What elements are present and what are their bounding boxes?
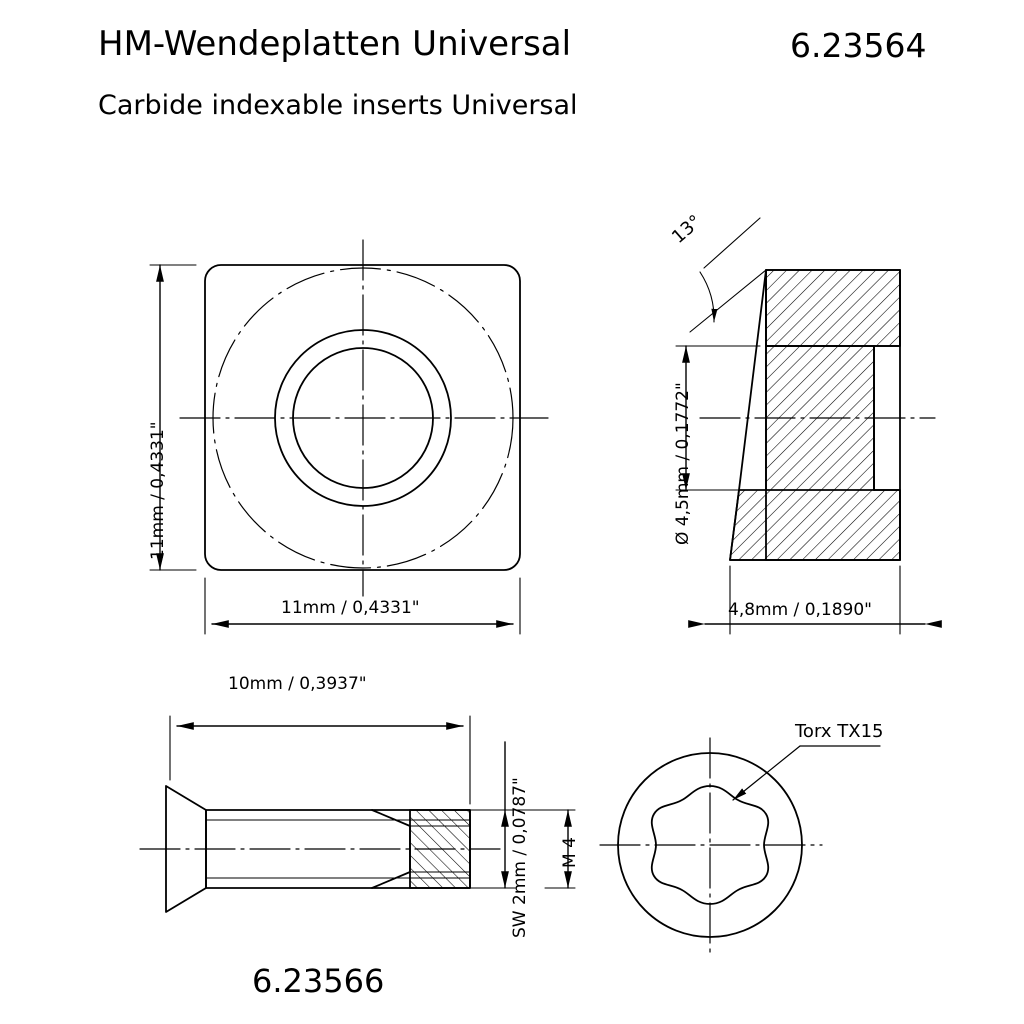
torx-head-centerlines — [600, 738, 822, 952]
page-title-english: Carbide indexable inserts Universal — [98, 90, 578, 121]
screw-length-label: 10mm / 0,3937" — [228, 674, 367, 694]
screw-drive-depth-dimension — [470, 742, 545, 888]
insert-section-geometry — [730, 270, 900, 560]
torx-callout-label: Torx TX15 — [795, 721, 884, 742]
article-number: 6.23564 — [790, 26, 927, 65]
insert-top-view-centerlines — [180, 240, 548, 596]
insert-angle-label: 13° — [668, 211, 706, 248]
screw-drive-label: SW 2mm / 0,0787" — [510, 777, 530, 938]
insert-base-width-label: 4,8mm / 0,1890" — [728, 600, 872, 620]
screw-article-number: 6.23566 — [252, 962, 385, 1000]
page-title-german: HM-Wendeplatten Universal — [98, 24, 572, 64]
screw-length-dimension — [170, 716, 470, 804]
insert-width-label: 11mm / 0,4331" — [281, 598, 420, 618]
angle-leader — [690, 218, 766, 332]
screw-thread-label: M 4 — [560, 837, 580, 868]
insert-bore-label: Ø 4,5mm / 0,1772" — [673, 382, 693, 545]
insert-height-label: 11mm / 0,4331" — [148, 421, 168, 560]
torx-callout-leader — [733, 746, 880, 800]
